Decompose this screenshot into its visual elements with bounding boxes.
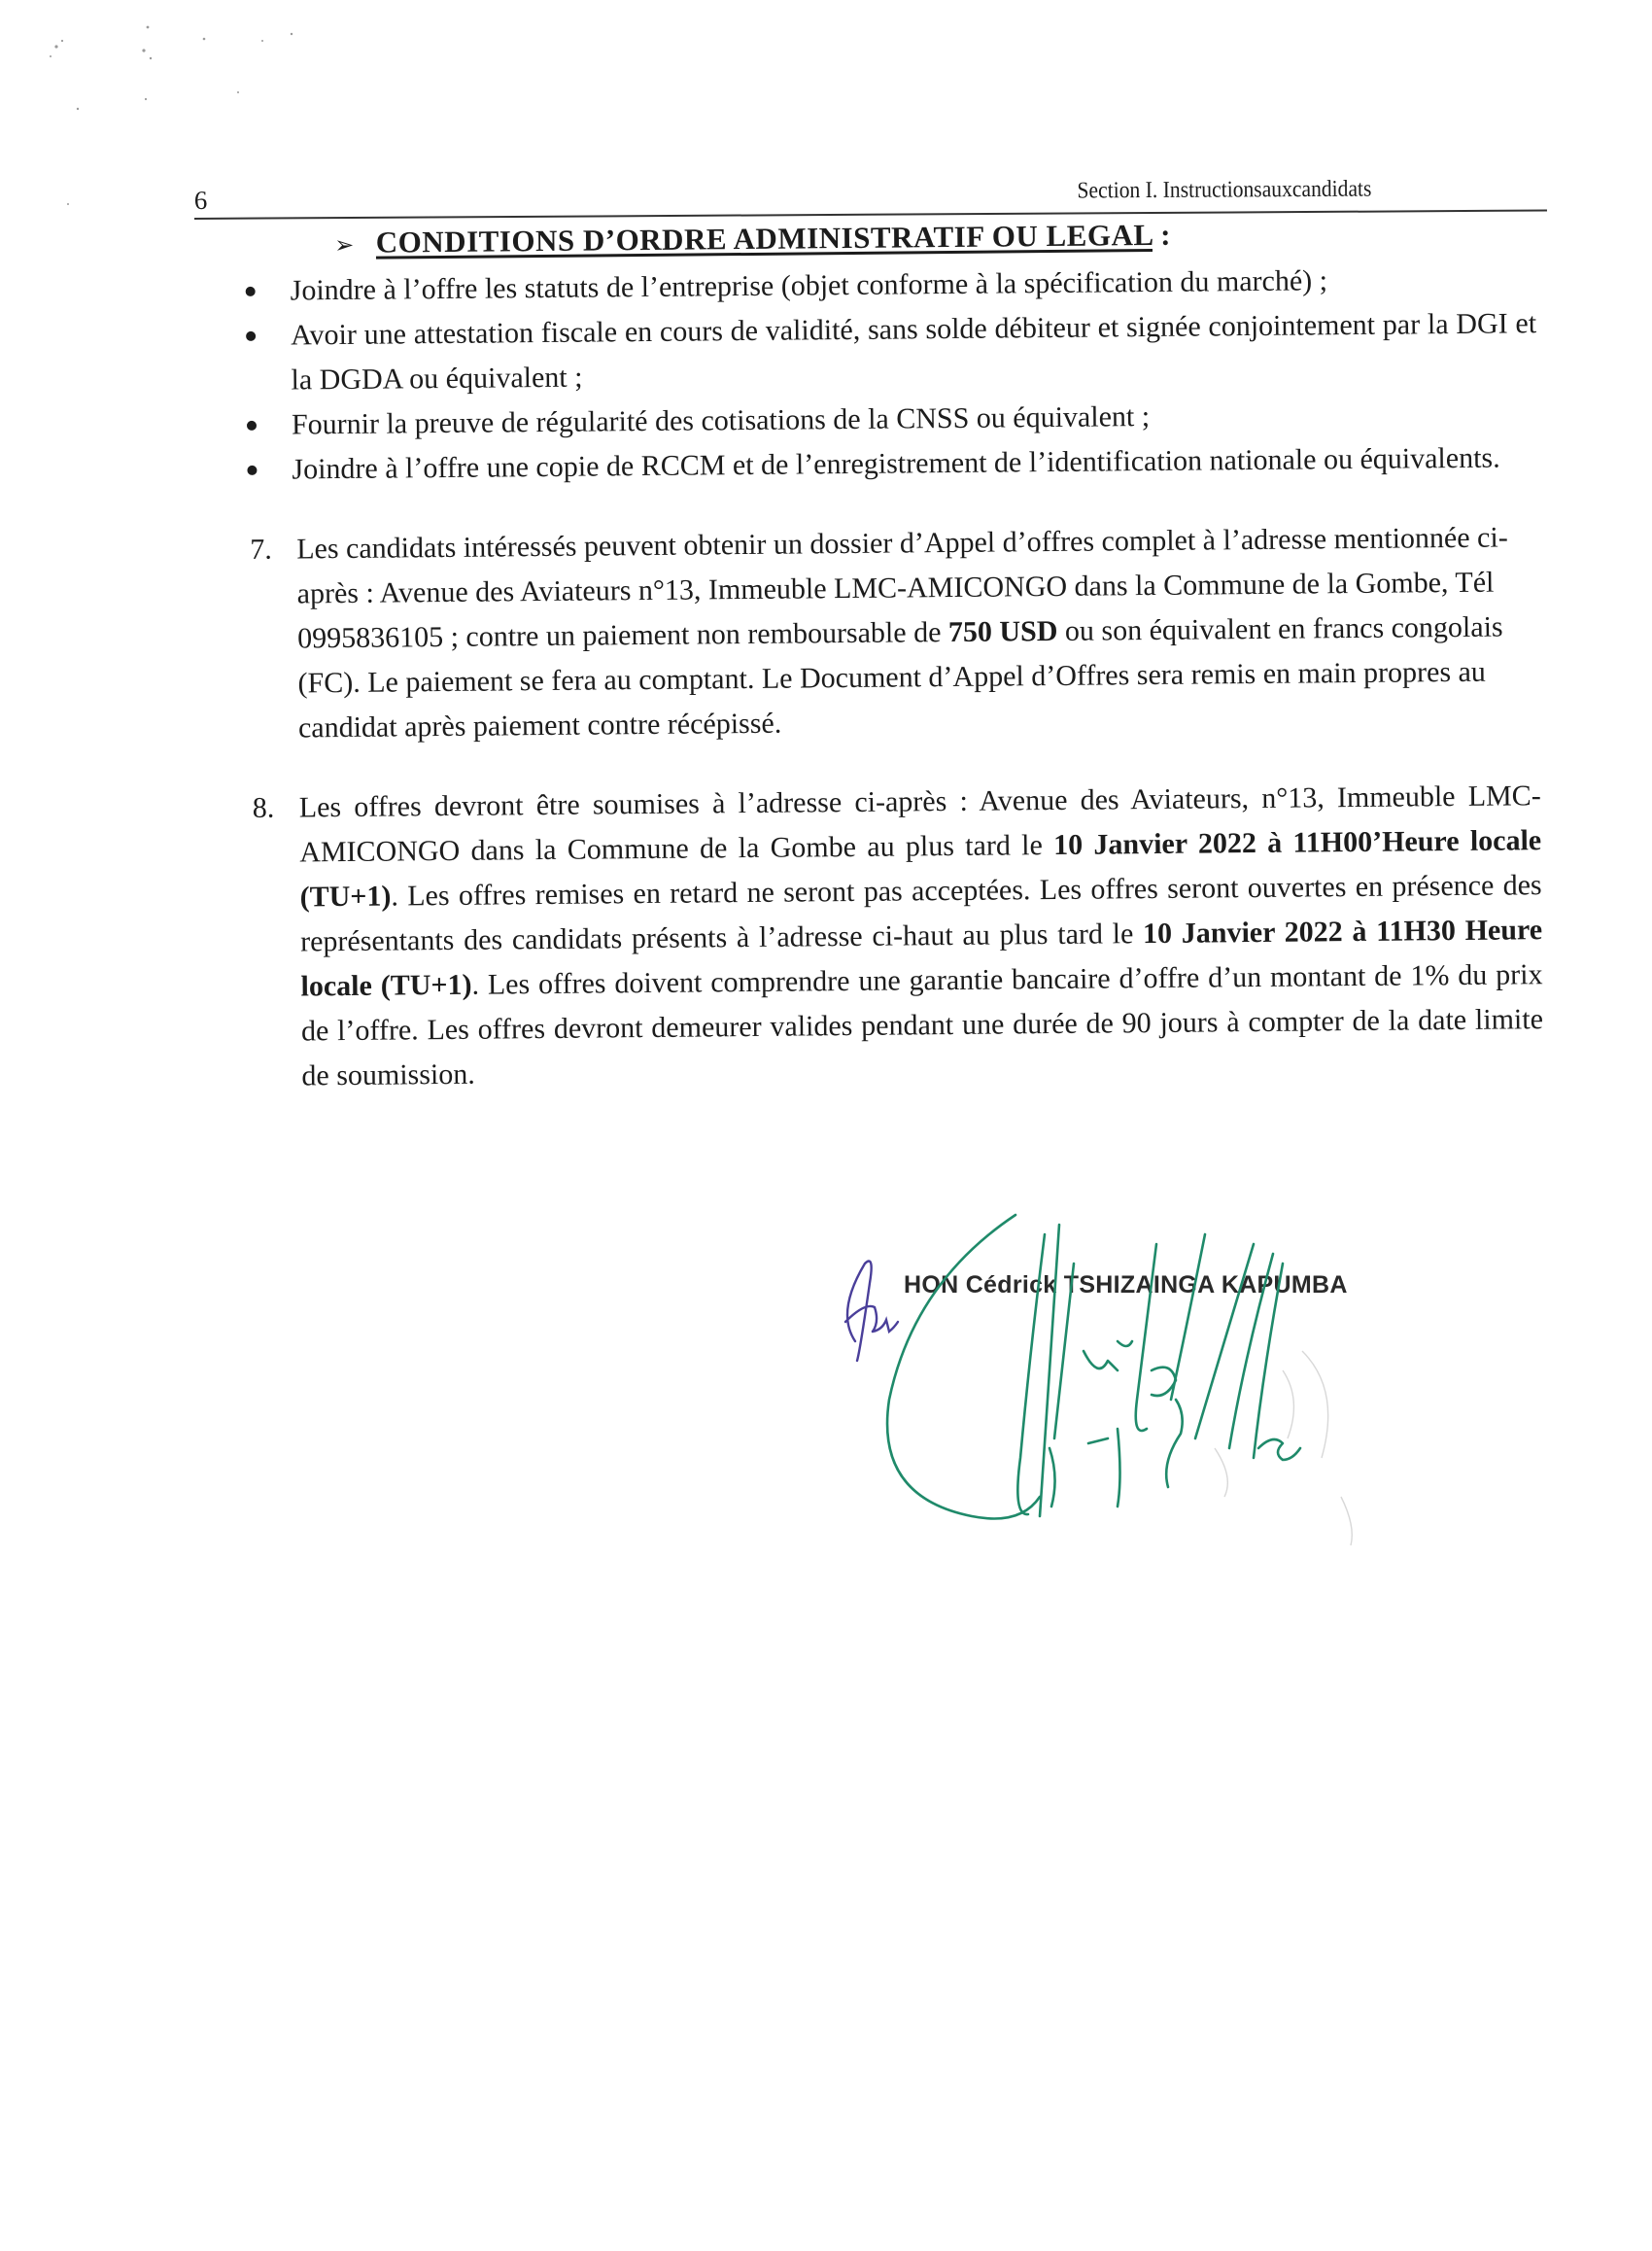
list-item: Joindre à l’offre les statuts de l’entreprise (objet conforme à la spécification du marché) ; bbox=[241, 257, 1535, 314]
conditions-heading: ➢ CONDITIONS D’ORDRE ADMINISTRATIF OU LEGAL : bbox=[334, 209, 1535, 268]
paragraph-8: 8. Les offres devront être soumises à l’adresse ci-après : Avenue des Aviateurs, n°13, Immeuble LMC-AMICONGO dans la Commune de la Gombe au plus tard le 10 Janvier 2022 à 11H00’Heure locale (TU+1). Les offres remises en retard ne seront pas acceptées. Les offres seront ouvertes en présence des représentants des candidats présents à l’adresse ci-haut au plus tard le 10 Janvier 2022 à 11H30 Heure locale (TU+1). Les offres doivent comprendre une garantie bancaire d’offre d’un montant de 1% du prix de l’offre. Les offres devront demeurer valides pendant une durée de 90 jours à compter de la date limite de soumission. bbox=[252, 779, 1544, 1092]
list-item: Fournir la preuve de régularité des cotisations de la CNSS ou équivalent ; bbox=[243, 391, 1537, 448]
submission-deadline: 10 Janvier 2022 à 11H00’Heure locale (TU+1) bbox=[299, 824, 1542, 914]
list-item: Avoir une attestation fiscale en cours de validité, sans solde débiteur et signée conjointement par la DGI et la DGDA ou équivalent ; bbox=[242, 301, 1537, 403]
paragraph-number: 8. bbox=[252, 791, 275, 824]
bullet-icon bbox=[247, 421, 257, 431]
bullet-icon bbox=[246, 287, 256, 296]
bullet-icon bbox=[246, 331, 256, 341]
fee-amount: 750 USD bbox=[947, 614, 1058, 649]
arrow-bullet-icon: ➢ bbox=[334, 232, 355, 260]
list-item: Joindre à l’offre une copie de RCCM et de l’enregistrement de l’identification nationale ou équivalents. bbox=[243, 435, 1537, 493]
paragraph-number: 7. bbox=[250, 533, 272, 566]
signature-graphic bbox=[797, 1205, 1477, 1633]
page-number: 6 bbox=[193, 185, 208, 216]
bullet-icon bbox=[247, 466, 257, 475]
signer-name: HON Cédrick TSHIZAINGA KAPUMBA bbox=[904, 1271, 1348, 1299]
paragraph-7: 7. Les candidats intéressés peuvent obtenir un dossier d’Appel d’offres complet à l’adresse mentionnée ci-après : Avenue des Aviateurs n°13, Immeuble LMC-AMICONGO dans la Commune de la Gombe, Tél 0995836105 ; contre un paiement non remboursable de 750 USD ou son équivalent en francs congolais (FC). Le paiement se fera au comptant. Le Document d’Appel d’Offres sera remis en main propres au candidat après paiement contre récépissé. bbox=[250, 521, 1508, 745]
conditions-list bbox=[241, 257, 1537, 493]
opening-time: 10 Janvier 2022 à 11H30 Heure locale (TU+1) bbox=[300, 914, 1543, 1003]
signature-block bbox=[797, 1205, 1477, 1633]
section-title: Section I. Instructionsauxcandidats bbox=[1077, 176, 1372, 204]
body-text bbox=[241, 209, 1544, 1099]
